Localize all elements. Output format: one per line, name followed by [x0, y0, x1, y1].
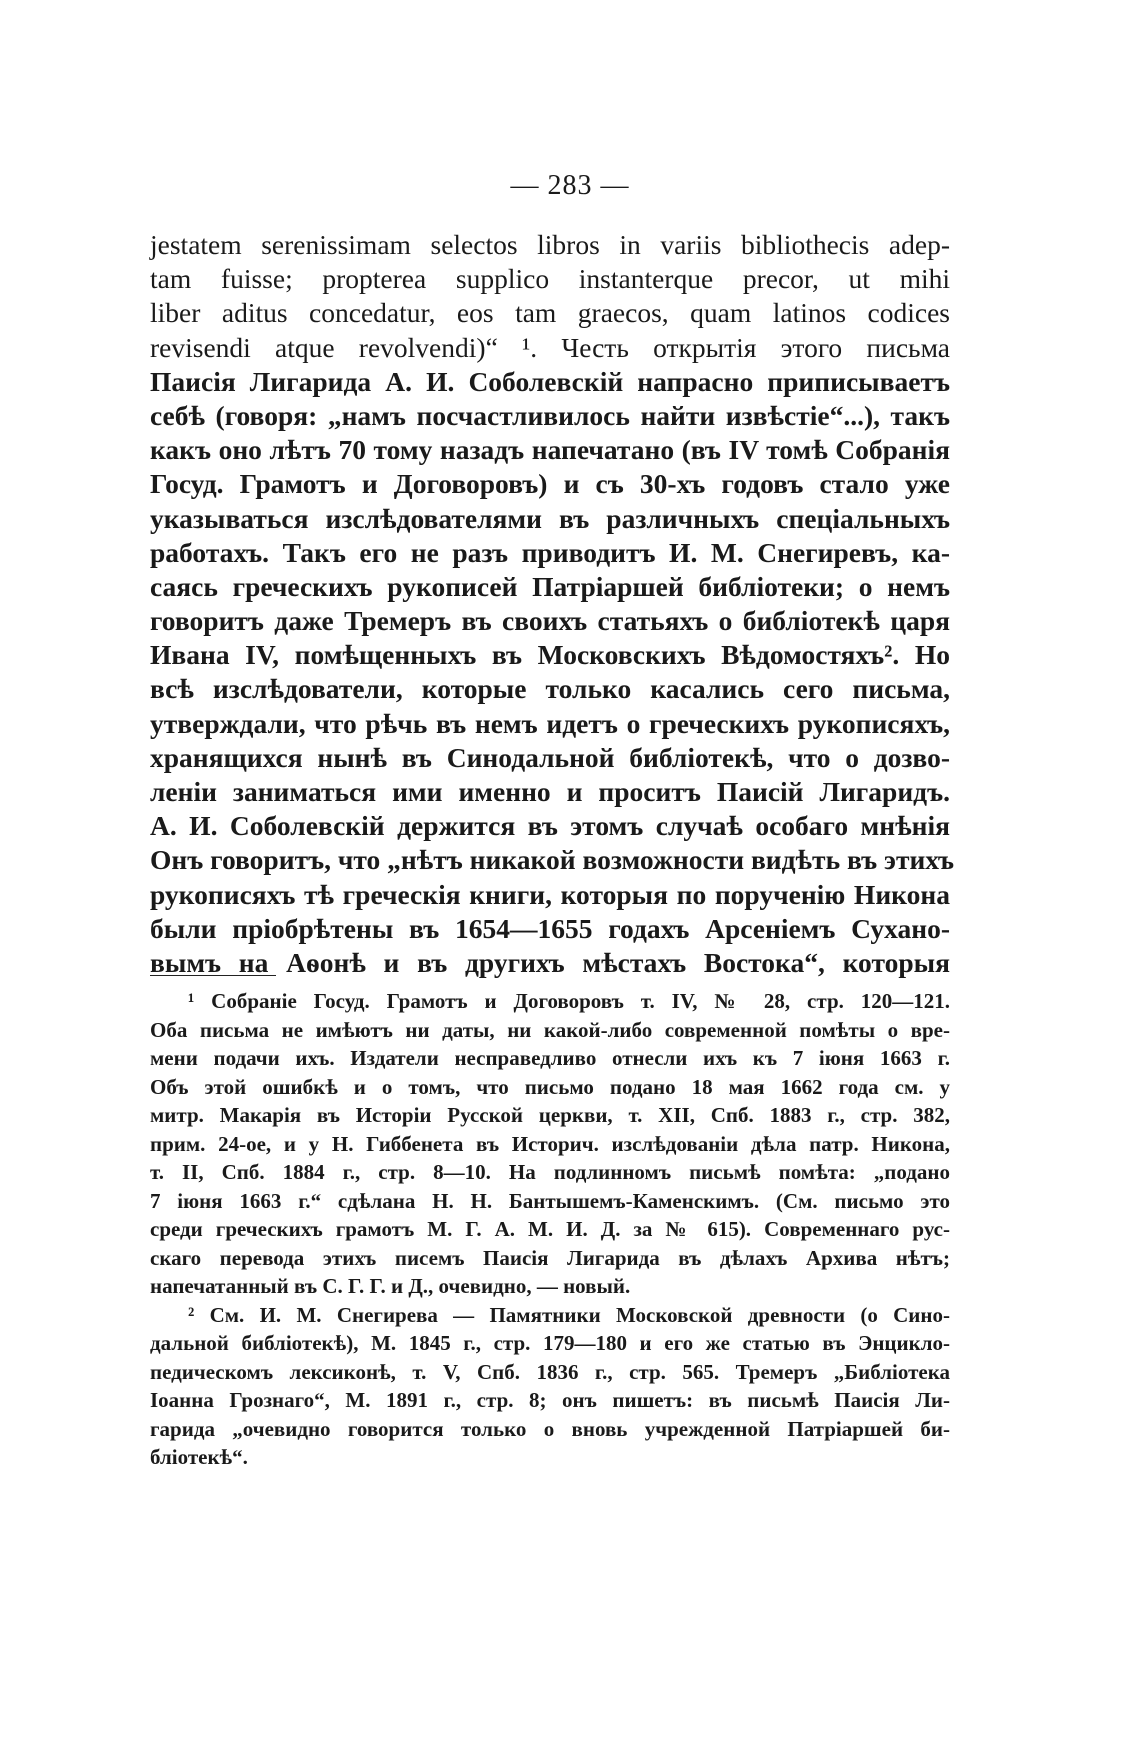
main-line: были пріобрѣтены въ 1654—1655 годахъ Арсеніемъ Сухано-	[150, 912, 950, 944]
main-line: Онъ говоритъ, что „нѣтъ никакой возможности видѣть въ этихъ	[150, 844, 955, 876]
main-line: Госуд. Грамотъ и Договоровъ) и съ 30-хъ годовъ стало уже	[150, 468, 950, 500]
footnote-line: мени подачи ихъ. Издатели несправедливо отнесли ихъ къ 7 іюня 1663 г.	[150, 1046, 950, 1070]
footnote-line: т. II, Спб. 1884 г., стр. 8—10. На подлинномъ письмѣ помѣта: „подано	[150, 1160, 950, 1184]
main-line: Паисія Лигарида А. И. Соболевскій напрасно приписываетъ	[150, 365, 950, 397]
main-line: утверждали, что рѣчь въ немъ идетъ о греческихъ рукописяхъ,	[150, 707, 950, 739]
footnote-line: Іоанна Грознаго“, М. 1891 г., стр. 8; онъ пишетъ: въ письмѣ Паисія Ли-	[150, 1388, 950, 1412]
main-line: указываться изслѣдователями въ различныхъ спеціальныхъ	[150, 502, 950, 534]
main-line: Ивана IV, помѣщенныхъ въ Московскихъ Вѣдомостяхъ². Но	[150, 639, 950, 671]
main-line: хранящихся нынѣ въ Синодальной библіотекѣ, что о дозво-	[150, 741, 950, 773]
footnote-line: Оба письма не имѣютъ ни даты, ни какой-либо современной помѣты о вре-	[150, 1017, 950, 1042]
footnote-line: бліотекѣ“.	[150, 1445, 248, 1469]
footnote-line: ² См. И. М. Снегирева — Памятники Московской древности (о Сино-	[188, 1302, 950, 1327]
footnote-line: напечатанный въ С. Г. Г. и Д., очевидно, — новый.	[150, 1274, 631, 1298]
main-line: работахъ. Такъ его не разъ приводитъ И. М. Снегиревъ, ка-	[150, 536, 950, 568]
main-line: вымъ на Аѳонѣ и въ другихъ мѣстахъ Востока“, которыя	[150, 946, 950, 978]
main-line: всѣ изслѣдователи, которые только касались сего письма,	[150, 673, 950, 705]
main-line: tam fuisse; propterea supplico instanterque precor, ut mihi	[150, 263, 950, 295]
footnote-divider	[150, 975, 276, 976]
main-line: liber aditus concedatur, eos tam graecos, quam latinos codices	[150, 297, 950, 329]
footnote-line: скаго перевода этихъ писемъ Паисія Лигарида въ дѣлахъ Архива нѣтъ;	[150, 1245, 950, 1270]
main-line: саясь греческихъ рукописей Патріаршей библіотеки; о немъ	[150, 570, 950, 602]
main-line: говоритъ даже Тремеръ въ своихъ статьяхъ о библіотекѣ царя	[150, 605, 950, 637]
footnotes	[150, 987, 950, 1472]
footnote-line: педическомъ лексиконѣ, т. V, Спб. 1836 г., стр. 565. Тремеръ „Библіотека	[150, 1359, 950, 1384]
main-line: jestatem serenissimam selectos libros in variis bibliothecis adep-	[150, 229, 950, 260]
main-line: какъ оно лѣтъ 70 тому назадъ напечатано (въ IV томѣ Собранія	[150, 434, 950, 466]
footnote-line: гарида „очевидно говорится только о вновь учрежденной Патріаршей би-	[150, 1416, 950, 1441]
main-line: леніи заниматься ими именно и проситъ Паисій Лигаридъ.	[150, 776, 950, 807]
footnote-line: Объ этой ошибкѣ и о томъ, что письмо подано 18 мая 1662 года см. у	[150, 1074, 950, 1099]
main-line: себѣ (говоря: „намъ посчастливилось найти извѣстіе“...), такъ	[150, 399, 950, 431]
main-text	[150, 228, 955, 980]
footnote-line: ¹ Собраніе Госуд. Грамотъ и Договоровъ т. IV, № 28, стр. 120—121.	[188, 989, 950, 1013]
footnote-line: митр. Макарія въ Исторіи Русской церкви, т. XII, Спб. 1883 г., стр. 382,	[150, 1103, 950, 1127]
main-line: А. И. Соболевскій держится въ этомъ случаѣ особаго мнѣнія	[150, 810, 950, 842]
footnote-line: прим. 24-ое, и у Н. Гиббенета въ Историч. изслѣдованіи дѣла патр. Никона,	[150, 1131, 950, 1156]
main-line: revisendi atque revolvendi)“ ¹. Честь открытія этого письма	[150, 331, 950, 363]
footnote-line: среди греческихъ грамотъ М. Г. А. М. И. Д. за № 615). Современнаго рус-	[150, 1217, 950, 1241]
footnote-line: дальной библіотекѣ), М. 1845 г., стр. 179—180 и его же статью въ Энцикло-	[150, 1331, 950, 1355]
page-number: — 283 —	[510, 170, 630, 201]
footnote-line: 7 іюня 1663 г.“ сдѣлана Н. Н. Бантышемъ-Каменскимъ. (См. письмо это	[150, 1188, 950, 1213]
main-line: рукописяхъ тѣ греческія книги, которыя по порученію Никона	[150, 878, 950, 910]
